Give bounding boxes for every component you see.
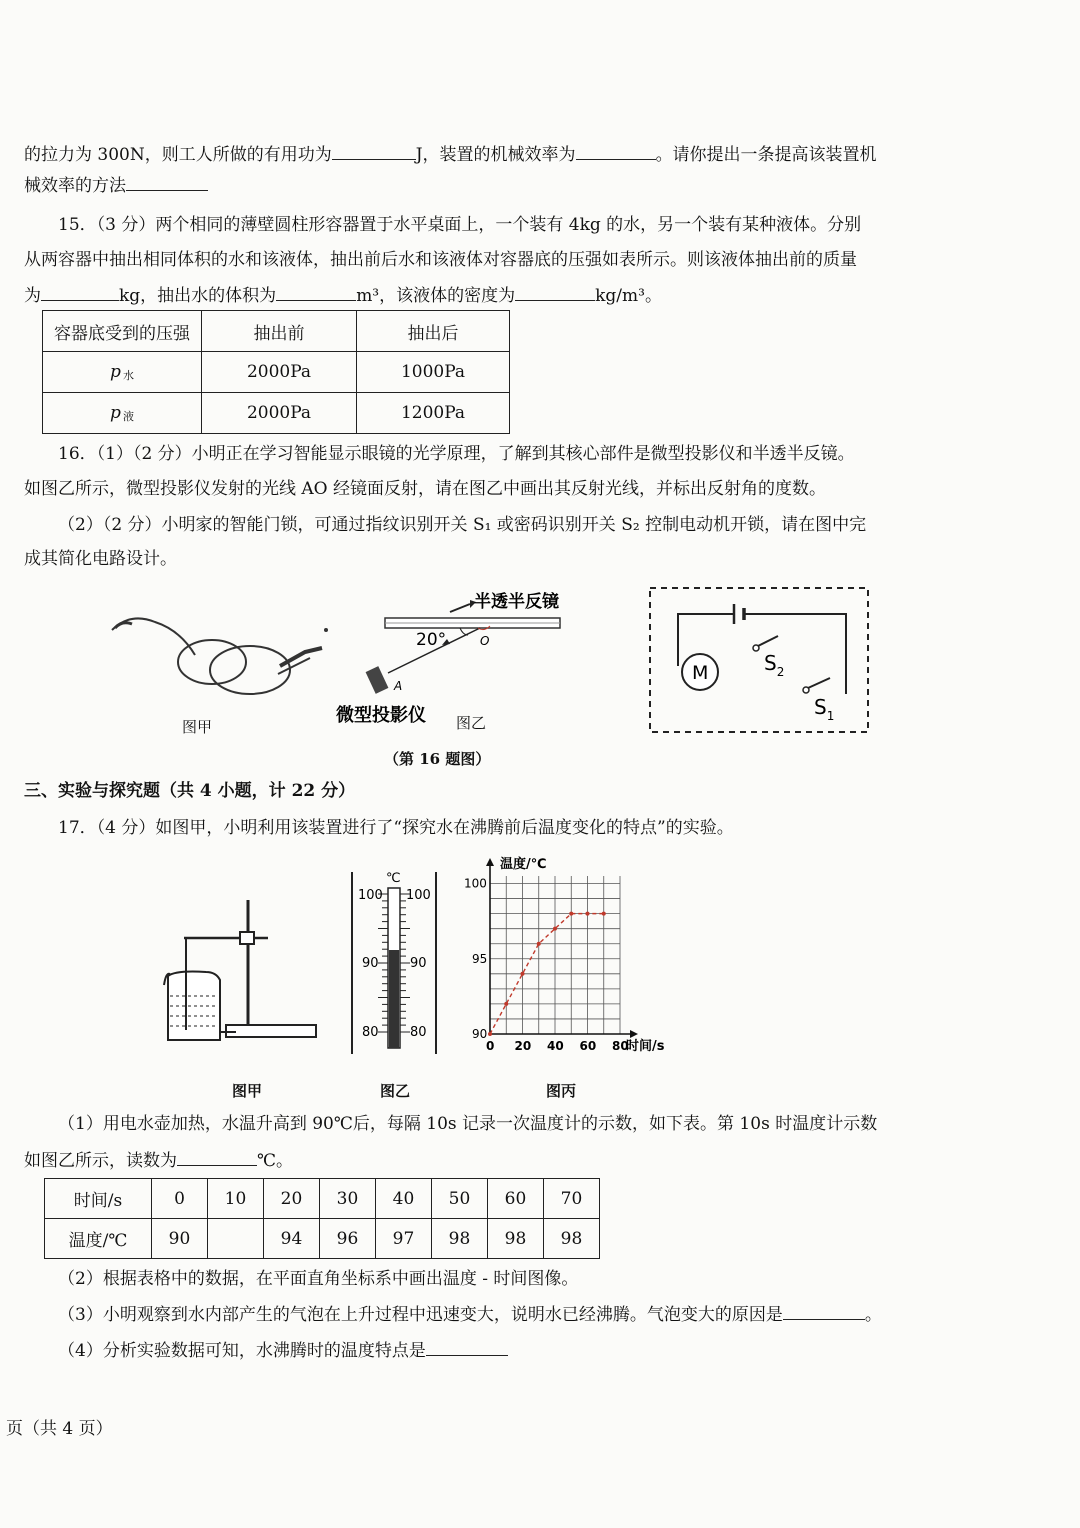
switch-s1-label: $S_1$ xyxy=(814,695,835,723)
q14-line-2: 械效率的方法 xyxy=(24,172,1050,199)
thermo-tick-label: 100 xyxy=(406,888,431,903)
q17-p4: （4）分析实验数据可知，水沸腾时的温度特点是 xyxy=(58,1337,1050,1364)
chart-data-point xyxy=(488,1032,492,1036)
fig16-b-caption: 图乙 xyxy=(456,714,487,732)
q16-line-2: 如图乙所示，微型投影仪发射的光线 AO 经镜面反射，请在图乙中画出其反射光线，并标出反射角的度数。 xyxy=(24,479,827,499)
q15-line-3: 为 kg，抽出水的体积为 m³，该液体的密度为 kg/m³。 xyxy=(24,282,1050,309)
blank-cell[interactable] xyxy=(208,1219,264,1259)
chart-y-tick-label: 100 xyxy=(464,876,487,891)
thermometer-unit: ℃ xyxy=(386,871,401,886)
q17-p3: （3）小明观察到水内部产生的气泡在上升过程中迅速变大，说明水已经沸腾。气泡变大的原因是 。 xyxy=(58,1301,1050,1328)
temperature-table xyxy=(44,1178,600,1259)
fig16-a-caption: 图甲 xyxy=(182,718,213,736)
fig17-c-caption: 图丙 xyxy=(546,1082,577,1100)
mirror-figure xyxy=(330,588,590,728)
chart-data-point xyxy=(553,927,557,931)
fig16-caption: （第 16 题图） xyxy=(384,750,491,768)
q16-line-4: 成其简化电路设计。 xyxy=(24,549,177,569)
projector-label: 微型投影仪 xyxy=(336,705,426,726)
q17-p1-line-2: 如图乙所示，读数为 ℃。 xyxy=(24,1147,1050,1174)
answer-blank[interactable] xyxy=(783,1301,865,1320)
smart-glasses-figure xyxy=(100,600,330,710)
table-row: 温度/℃ 90 94 96 97 98 98 98 xyxy=(45,1219,600,1259)
chart-data-point xyxy=(504,1002,508,1006)
chart-data-point xyxy=(602,912,606,916)
chart-data-point xyxy=(569,912,573,916)
answer-blank[interactable] xyxy=(276,282,356,301)
answer-blank[interactable] xyxy=(332,141,416,160)
q14-line-1: 的拉力为 300N，则工人所做的有用功为 J，装置的机械效率为 。请你提出一条提高该装置机 xyxy=(24,141,1050,168)
point-a: A xyxy=(394,679,403,693)
chart-x-axis-label: 时间/s xyxy=(626,1039,665,1054)
fig17-a-caption: 图甲 xyxy=(232,1082,263,1100)
page-footer: 页（共 4 页） xyxy=(6,1419,113,1439)
thermo-tick-label: 100 xyxy=(358,888,383,903)
pressure-table: 容器底受到的压强 抽出前 抽出后 p 水 2000Pa 1000Pa p 液 2000Pa 1200Pa xyxy=(42,310,510,434)
chart-y-axis-label: 温度/℃ xyxy=(500,857,547,872)
table-row: p 水 2000Pa 1000Pa xyxy=(43,352,510,393)
thermo-tick-label: 90 xyxy=(362,956,379,971)
chart-y-tick-label: 95 xyxy=(472,951,488,966)
thermo-tick-label: 80 xyxy=(410,1025,427,1040)
motor-label: M xyxy=(692,662,709,684)
chart-y-axis-arrow xyxy=(486,858,494,866)
angle-label: 20° xyxy=(416,630,447,650)
chart-x-axis-arrow xyxy=(630,1030,638,1038)
q17-p1-line-1: （1）用电水壶加热，水温升高到 90℃后，每隔 10s 记录一次温度计的示数，如下表。第 10s 时温度计示数 xyxy=(58,1114,878,1134)
q17-p2: （2）根据表格中的数据，在平面直角坐标系中画出温度 - 时间图像。 xyxy=(58,1269,579,1289)
answer-blank[interactable] xyxy=(126,172,208,191)
mirror-label: 半透半反镜 xyxy=(474,592,559,612)
table-row: 时间/s 0 10 20 30 40 50 60 70 xyxy=(45,1179,600,1219)
answer-blank[interactable] xyxy=(515,282,595,301)
chart-x-tick-label: 20 xyxy=(514,1039,532,1053)
point-o: O xyxy=(480,634,490,648)
fig17-b-caption: 图乙 xyxy=(380,1082,411,1100)
temperature-time-chart xyxy=(460,850,680,1060)
q15-line-2: 从两容器中抽出相同体积的水和该液体，抽出前后水和该液体对容器底的压强如表所示。则该液体抽出前的质量 xyxy=(24,250,857,270)
section-3-title: 三、实验与探究题（共 4 小题，计 22 分） xyxy=(24,781,356,801)
thermo-tick-label: 90 xyxy=(410,956,427,971)
chart-data-point xyxy=(521,972,525,976)
chart-data-point xyxy=(537,942,541,946)
answer-blank[interactable] xyxy=(177,1147,257,1166)
thermometer-figure xyxy=(348,868,440,1058)
chart-x-tick-label: 80 xyxy=(612,1039,629,1053)
answer-blank[interactable] xyxy=(41,282,119,301)
circuit-figure xyxy=(648,586,870,734)
q17-line-1: 17．（4 分）如图甲，小明利用该装置进行了“探究水在沸腾前后温度变化的特点”的实验。 xyxy=(58,818,734,838)
answer-blank[interactable] xyxy=(426,1337,508,1356)
chart-y-tick-label: 90 xyxy=(472,1027,488,1041)
chart-x-tick-label: 60 xyxy=(579,1039,597,1053)
kettle-apparatus-figure xyxy=(156,890,326,1055)
chart-data-point xyxy=(586,912,590,916)
q16-line-3: （2）（2 分）小明家的智能门锁，可通过指纹识别开关 S₁ 或密码识别开关 S₂ 控制电动机开锁，请在图中完 xyxy=(58,515,867,535)
q15-line-1: 15．（3 分）两个相同的薄壁圆柱形容器置于水平桌面上，一个装有 4kg 的水，另一个装有某种液体。分别 xyxy=(58,215,862,235)
switch-s2-label: $S_2$ xyxy=(764,651,785,679)
table-row: p 液 2000Pa 1200Pa xyxy=(43,393,510,434)
thermo-tick-label: 80 xyxy=(362,1025,379,1040)
q16-line-1: 16．（1）（2 分）小明正在学习智能显示眼镜的光学原理，了解到其核心部件是微型投影仪和半透半反镜。 xyxy=(58,444,855,464)
answer-blank[interactable] xyxy=(576,141,656,160)
chart-x-tick-label: 0 xyxy=(486,1039,495,1053)
chart-x-tick-label: 40 xyxy=(547,1039,564,1053)
